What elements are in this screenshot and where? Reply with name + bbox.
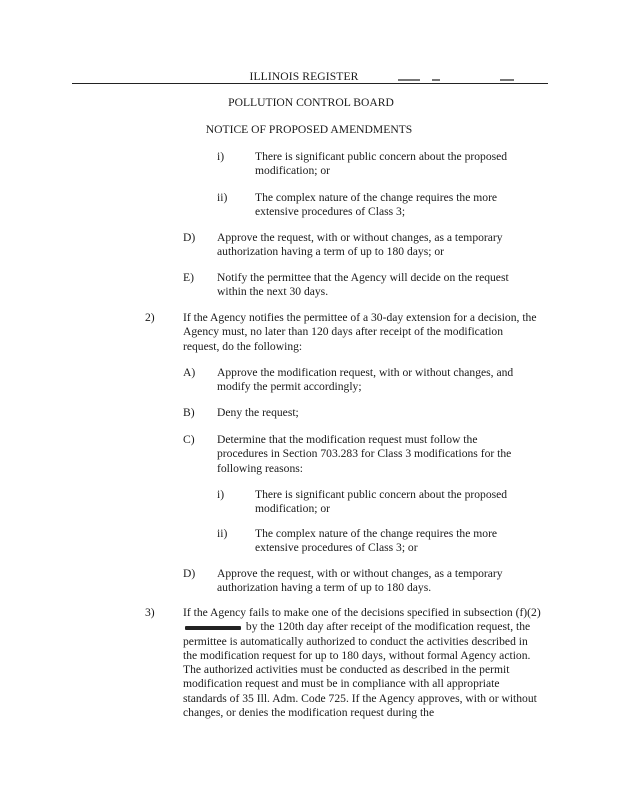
- paragraph-text: If the Agency notifies the permittee of a 30-day extension for a decision, the Agency must, no later than 120 days after receipt of the modification request, do the following:: [183, 311, 537, 353]
- list-marker: A): [183, 366, 196, 379]
- board-title: POLLUTION CONTROL BOARD: [228, 96, 394, 109]
- list-marker: i): [217, 150, 225, 163]
- list-marker: ii): [217, 527, 228, 540]
- register-title: ILLINOIS REGISTER: [249, 70, 359, 83]
- list-marker: 3): [145, 606, 155, 619]
- list-marker: B): [183, 406, 195, 419]
- list-marker: E): [183, 271, 194, 284]
- redaction-mark: [185, 626, 241, 630]
- list-marker: 2): [145, 311, 155, 324]
- header-smudge: [398, 79, 420, 81]
- list-item-text: Approve the request, with or without changes, as a temporary authorization having a term of up to 180 days; or: [217, 231, 503, 259]
- list-marker: C): [183, 433, 195, 446]
- list-item-text: The complex nature of the change requires the more extensive procedures of Class 3; or: [255, 527, 498, 555]
- paragraph-text-start: If the Agency fails to make one of the decisions specified in subsection (f)(2): [183, 606, 541, 619]
- list-item-text: Determine that the modification request must follow the procedures in Section 703.283 for Class 3 modifications for the following reasons:: [217, 433, 512, 475]
- paragraph-text: [183, 606, 543, 720]
- notice-title: NOTICE OF PROPOSED AMENDMENTS: [205, 123, 413, 136]
- list-item-text: Approve the modification request, with or without changes, and modify the permit accordingly;: [217, 366, 514, 394]
- list-marker: i): [217, 488, 225, 501]
- list-item-text: There is significant public concern about the proposed modification; or: [255, 150, 508, 178]
- list-item-text: Notify the permittee that the Agency will decide on the request within the next 30 days.: [217, 271, 509, 299]
- list-item-text: Deny the request;: [217, 406, 299, 419]
- list-item-text: Approve the request, with or without changes, as a temporary authorization having a term of up to 180 days.: [217, 567, 503, 595]
- header-smudge: [432, 79, 440, 81]
- header-smudge: [500, 79, 514, 81]
- list-marker: ii): [217, 191, 228, 204]
- header-rule: [72, 83, 548, 84]
- list-item-text: The complex nature of the change requires the more extensive procedures of Class 3;: [255, 191, 498, 219]
- list-marker: D): [183, 567, 196, 580]
- list-item-text: There is significant public concern about the proposed modification; or: [255, 488, 508, 516]
- list-marker: D): [183, 231, 196, 244]
- paragraph-text-rest: by the 120th day after receipt of the modification request, the permittee is automatically authorized to conduct the activities described in the modification request for up to 180 days, without formal Agency action. The authorized activities must be conducted as described in the permit modification request and must be in compliance with all appropriate standards of 35 Ill. Adm. Code 725. If the Agency approves, with or without changes, or denies the modification request during the: [183, 620, 537, 720]
